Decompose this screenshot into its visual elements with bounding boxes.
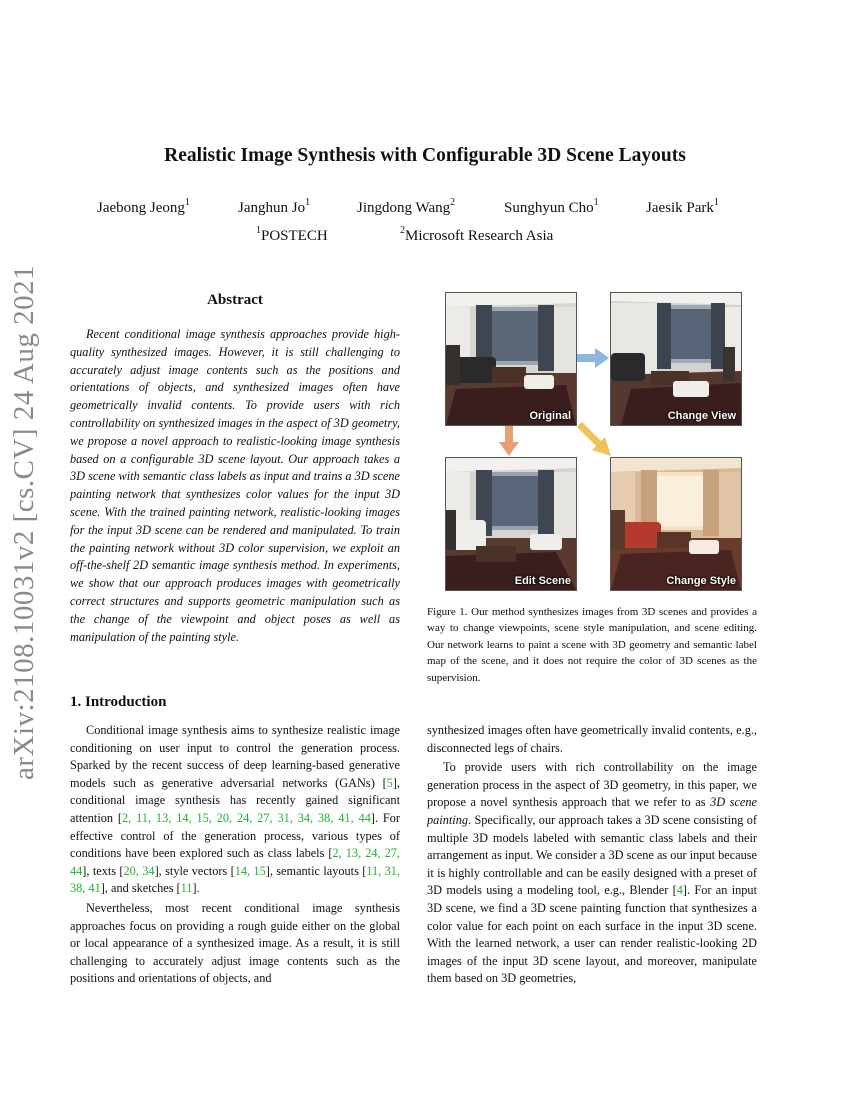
figure-1	[427, 292, 757, 592]
abstract-body: Recent conditional image synthesis approaches provide high-quality synthesized images. However, it is still challenging to accurately adjust image contents such as the positions and orientations of objects, and synthesized images often have geometrically invalid contents. To provide users with rich controllability on synthesized images in the aspect of 3D geometry, we propose a novel approach to realistic-looking image synthesis based on a configurable 3D scene layout. Our approach takes a 3D scene with semantic class labels as input and trains a 3D scene painting network that synthesizes color values for the input 3D scene. With the trained painting network, realistic-looking images for the input 3D scene can be rendered and manipulated. To train the painting network without 3D color supervision, we exploit an off-the-shelf 2D semantic image synthesis method. In experiments, we show that our approach produces images with geometrically correct structures and supports geometric manipulation such as the change of the viewpoint and object poses as well as manipulation of the painting style.	[70, 327, 400, 644]
arrow-diagonal-icon	[577, 422, 611, 456]
room-render-image	[446, 293, 576, 425]
label-change-style: Change Style	[666, 575, 736, 587]
figure-panel-edit-scene	[445, 457, 577, 591]
citation-link[interactable]: 5	[386, 775, 393, 790]
emphasis-term: 3D scene painting	[427, 795, 757, 827]
figure-panel-change-style	[610, 457, 742, 591]
figure-panel-change-view	[610, 292, 742, 426]
room-render-image	[611, 458, 741, 590]
affiliation-2: $^2$Microsoft Research Asia	[400, 225, 554, 244]
affiliation-1: $^1$POSTECH	[256, 225, 328, 244]
paper-title: Realistic Image Synthesis with Configurable 3D Scene Layouts	[164, 145, 686, 166]
arxiv-identifier: arXiv:2108.10031v2 [cs.CV] 24 Aug 2021	[8, 264, 40, 780]
text-span: ]. For effective control of the generation process, various types of conditions have been explored such as class labels [	[70, 810, 400, 861]
author-4: Sunghyun Cho$^1$	[504, 197, 599, 216]
text-span: ], and sketches [	[100, 881, 181, 896]
citation-link[interactable]: 20, 34	[123, 863, 155, 878]
room-render-image	[446, 458, 576, 590]
text-span: ], style vectors [	[154, 863, 235, 878]
citation-link[interactable]: 11, 31, 38, 41	[70, 863, 400, 896]
author-3: Jingdong Wang$^2$	[357, 197, 456, 216]
citation-link[interactable]: 4	[676, 883, 683, 898]
text-span: ], semantic layouts [	[265, 863, 367, 878]
abstract-heading: Abstract	[207, 292, 263, 308]
text-span: . Specifically, our approach takes a 3D scene consisting of multiple 3D models labeled with semantic class labels and their arrangement as input. We consider a 3D scene as our input because it is highly controllable and can be easily designed with a preset of 3D models using a modeling tool, e.g., Blender [	[427, 812, 757, 898]
text-span: ].	[192, 881, 200, 896]
citation-link[interactable]: 11	[180, 881, 193, 896]
intro-right-column	[427, 722, 757, 990]
arrow-down-icon	[499, 426, 519, 456]
label-original: Original	[529, 410, 571, 422]
citation-link[interactable]: 14, 15	[234, 863, 266, 878]
intro-paragraph-continued: synthesized images often have geometrically invalid contents, e.g., disconnected legs of chairs.	[427, 723, 757, 755]
author-5: Jaesik Park$^1$	[646, 197, 719, 216]
intro-paragraph-3	[427, 759, 757, 988]
intro-paragraph-1	[70, 722, 400, 898]
text-span: ]. For an input 3D scene, we find a 3D scene painting function that synthesizes a color value for each point on each surface in the input 3D scene. With the learned network, a user can render realistic-looking 2D images of the input 3D scene layout, and moreover, manipulate them based on 3D geometries,	[427, 883, 757, 986]
text-span: Conditional image synthesis aims to synthesize realistic image conditioning on user input to control the generation process. Sparked by the recent success of deep learning-based generative models such as generative adversarial networks (GANs) [	[70, 723, 400, 790]
arrow-right-icon	[577, 348, 609, 368]
intro-left-column	[70, 722, 400, 990]
text-span: To provide users with rich controllability on the image generation process in the aspect of 3D geometry, in this paper, we propose a novel synthesis approach that we refer to as	[427, 760, 757, 810]
label-edit-scene: Edit Scene	[514, 575, 571, 587]
figure-caption: Figure 1. Our method synthesizes images from 3D scenes and provides a way to change viewpoints, scene style manipulation, and scene editing. Our network learns to paint a scene with 3D geometry and semantic label map of the scene, and it does not require the color of 3D scenes as the supervision.	[427, 606, 757, 684]
figure-panel-original	[445, 292, 577, 426]
section-heading-introduction: 1. Introduction	[70, 694, 167, 710]
text-span: ], texts [	[82, 863, 124, 878]
intro-paragraph-2: Nevertheless, most recent conditional image synthesis approaches focus on providing a rough guide either on the global or local appearance of a synthesized image. As a result, it is still challenging to accurately adjust image contents such as the positions and orientations of objects, and	[70, 900, 400, 986]
author-2: Janghun Jo$^1$	[238, 197, 311, 216]
author-1: Jaebong Jeong$^1$	[97, 197, 190, 216]
citation-link[interactable]: 2, 13, 24, 27, 44	[70, 846, 400, 878]
label-change-view: Change View	[667, 410, 736, 422]
citation-link[interactable]: 2, 11, 13, 14, 15, 20, 24, 27, 31, 34, 38, 41, 44	[122, 810, 371, 825]
text-span: ], conditional image synthesis has recently gained significant attention [	[70, 775, 400, 825]
room-render-image	[611, 293, 741, 425]
